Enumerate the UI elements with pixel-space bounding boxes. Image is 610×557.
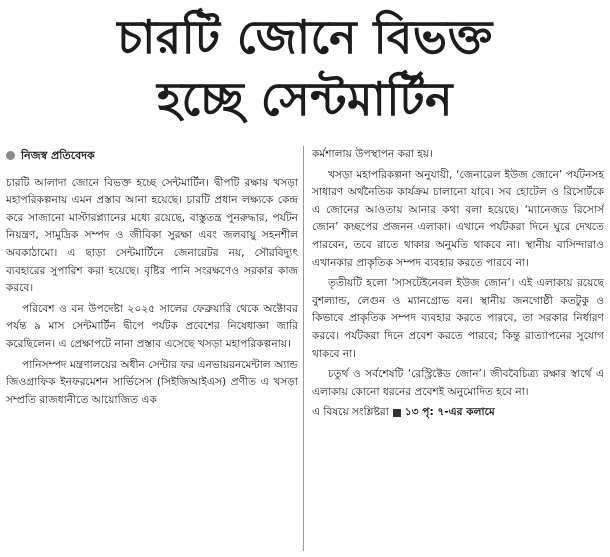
headline [0, 6, 610, 130]
continuation-line [312, 404, 604, 422]
headline-line-1: চারটি জোনে বিভক্ত [117, 10, 493, 64]
byline [6, 147, 298, 165]
paragraph: পরিবেশ ও বন উপদেষ্টা ২০২৫ সালের ফেব্রুয়ারি থেকে অক্টোবর পর্যন্ত ৯ মাস সেন্টমার্টিন দ্বীপে পর্যটক প্রবেশের নিষেধাজ্ঞা জারি করেছিলেন। এ প্রেক্ষাপটে নানা প্রস্তাব এসেছে খসড়া মহাপরিকল্পনায়। [6, 302, 298, 350]
paragraph: পানিসম্পদ মন্ত্রণালয়ের অধীন সেন্টার ফর এনভায়রনমেন্টাল অ্যান্ড জিওগ্রাফিক ইনফরমেশন সার্ভিসেস (সিইজিআইএস) প্রণীত এ খসড়া সম্প্রতি রাজধানীতে আয়োজিত এক [6, 358, 298, 406]
continuation-reference: ১৩ পৃ: ৭-এর কলামে [404, 406, 495, 419]
paragraph: চতুর্থ ও সর্বশেষটি ‘রেস্ট্রিক্টেড জোন’। জীববৈচিত্র্য রক্ষার স্বার্থে এ এলাকায় কোনো ধরনের প্রবেশই অনুমোদিত হবে না। [312, 368, 604, 398]
continuation-text: এ বিষয়ে সংশ্লিষ্টরা [312, 406, 389, 419]
paragraph: খসড়া মহাপরিকল্পনা অনুযায়ী, ‘জেনারেল ইউজ জোনে’ পর্যটনসহ সাধারণ অর্থনৈতিক কার্যক্রম চালানো যাবে। সব হোটেল ও রিসোর্টকে এ জোনের আওতায় আনার কথা বলা হয়েছে। ‘ম্যানেজড রিসোর্স জোন’ কচ্ছপের প্রজনন এলাকা। এখানে পর্যটকরা দিনে ঘুরে দেখতে পারবেন, তবে রাতে থাকার অনুমতি থাকবে না। স্থানীয় বাসিন্দারাও এখানকার প্রাকৃতিক সম্পদ ব্যবহার করতে পারবে না। [312, 168, 604, 269]
square-marker-icon [393, 409, 401, 417]
left-column [6, 146, 298, 556]
right-column [312, 146, 604, 556]
bullet-dot-icon [6, 151, 15, 160]
paragraph: চারটি আলাদা জোনে বিভক্ত হচ্ছে সেন্টমার্টিন। দ্বীপটি রক্ষায় খসড়া মহাপরিকল্পনায় এমন প্রস্তাব আনা হয়েছে। চারটি প্রধান লক্ষ্যকে কেন্দ্র করে সাজানো মাস্টারপ্ল্যানের মধ্যে রয়েছে, বাস্তুতন্ত্র পুনরুদ্ধার, পর্যটন নিয়ন্ত্রণ, সামুদ্রিক সম্পদ ও জীবিকা সুরক্ষা এবং জলবায়ু সহনশীল অবকাঠামো। এ ছাড়া সেন্টমার্টিনে জেনারেটর নয়, সৌরবিদ্যুৎ ব্যবহারের সুপারিশ করা হয়েছে। বৃষ্টির পানি সংরক্ষণেও সরকার কাজ করবে। [6, 176, 298, 295]
paragraph: কর্মশালায় উপস্থাপন করা হয়। [312, 148, 433, 160]
paragraph: তৃতীয়টি হলো ‘সাসটেইনেবল ইউজ জোন’। এই এলাকায় রয়েছে বুশল্যান্ড, লেগুন ও ম্যানগ্রোভ বন। স্থানীয় জনগোষ্ঠী কতটুকু ও কিভাবে প্রাকৃতিক সম্পদ ব্যবহার করতে পারবে, তা সরকার নির্ধারণ করবে। পর্যটকরা দিনে প্রবেশ করতে পারবে; কিন্তু রাত্যাপনের সুযোগ থাকবে না। [312, 277, 604, 360]
headline-line-2: হচ্ছে সেন্টমার্টিন [156, 72, 453, 126]
byline-text: নিজস্ব প্রতিবেদক [21, 149, 95, 162]
column-divider [303, 146, 304, 551]
